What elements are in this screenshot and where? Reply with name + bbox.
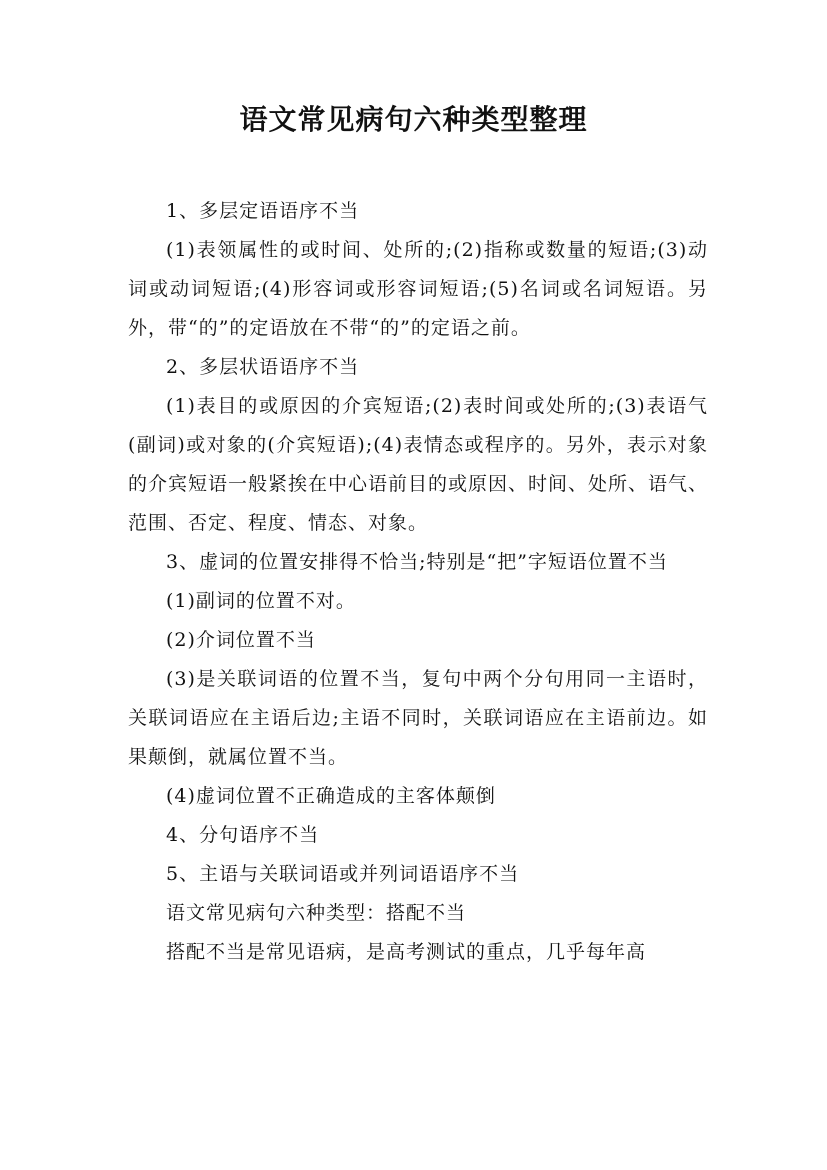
heading-5-subject-conjunction-order: 5、主语与关联词语或并列词语语序不当 <box>166 863 520 885</box>
section-heading-collocation: 语文常见病句六种类型：搭配不当 <box>166 902 467 924</box>
heading-2-multilayer-adverbial: 2、多层状语语序不当 <box>166 356 360 378</box>
heading-4-clause-order: 4、分句语序不当 <box>166 824 320 846</box>
paragraph-adverbial-order: (1)表目的或原因的介宾短语;(2)表时间或处所的;(3)表语气(副词)或对象的(介宾短语);(4)表情态或程序的。另外，表示对象的介宾短语一般紧挨在中心语前目的或原因、时间、处所、语气、范围、否定、程度、情态、对象。 <box>128 395 709 534</box>
heading-3-function-word-position: 3、虚词的位置安排得不恰当;特别是“把”字短语位置不当 <box>166 551 668 573</box>
paragraph-attributive-order: (1)表领属性的或时间、处所的;(2)指称或数量的短语;(3)动词或动词短语;(4)形容词或形容词短语;(5)名词或名词短语。另外，带“的”的定语放在不带“的”的定语之前。 <box>128 239 708 339</box>
item-preposition-position: (2)介词位置不当 <box>166 629 316 651</box>
document-title: 语文常见病句六种类型整理 <box>239 103 588 136</box>
document-body <box>128 192 708 972</box>
item-adverb-position: (1)副词的位置不对。 <box>166 590 356 612</box>
paragraph-collocation-intro: 搭配不当是常见语病，是高考测试的重点，几乎每年高 <box>166 941 647 963</box>
item-subject-object-reversal: (4)虚词位置不正确造成的主客体颠倒 <box>166 785 496 807</box>
item-conjunction-position: (3)是关联词语的位置不当，复句中两个分句用同一主语时，关联词语应在主语后边;主语不同时，关联词语应在主语前边。如果颠倒，就属位置不当。 <box>128 668 708 768</box>
heading-1-multilayer-attributive: 1、多层定语语序不当 <box>166 200 360 222</box>
